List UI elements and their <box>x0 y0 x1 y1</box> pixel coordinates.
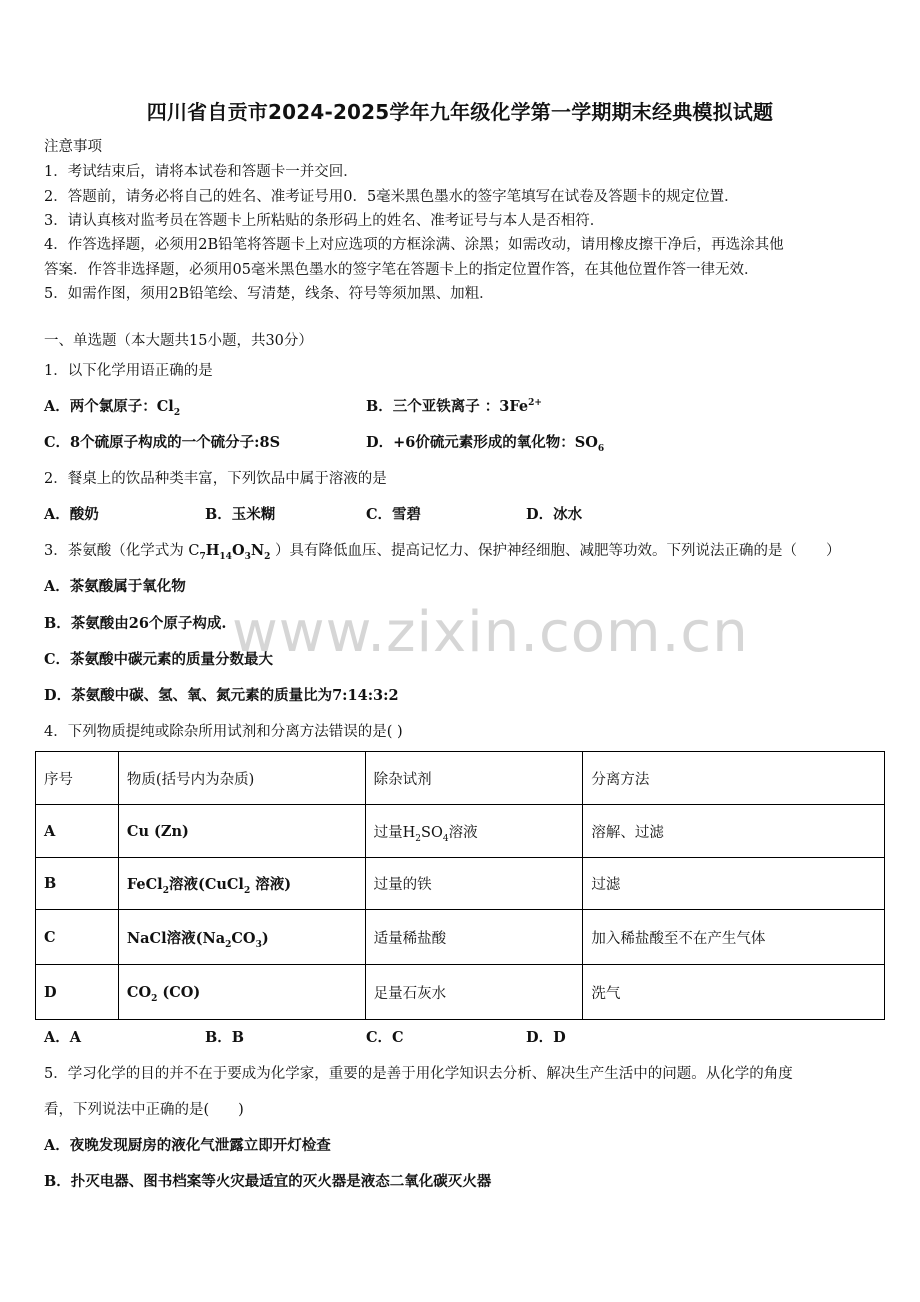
notice-item-5: 5．如需作图，须用2B铅笔绘、写清楚，线条、符号等须加黑、加粗． <box>44 286 494 302</box>
row-substance: NaCl溶液$(Na_2CO_3)$ <box>118 910 365 965</box>
row-method: 溶解、过滤 <box>583 805 885 858</box>
header-cell: 物质(括号内为杂质) <box>118 752 365 805</box>
row-substance: Cu (Zn) <box>118 805 365 858</box>
header-cell: 分离方法 <box>583 752 885 805</box>
row-id: D <box>36 965 119 1020</box>
q4-option-b: B．B <box>205 1029 245 1046</box>
row-reagent: 适量稀盐酸 <box>365 910 583 965</box>
row-id: C <box>36 910 119 965</box>
notice-item-4-cont: 答案．作答非选择题，必须用05毫米黑色墨水的签字笔在答题卡上的指定位置作答，在其他位置作答一律无效． <box>44 262 759 278</box>
q5-stem-line-2: 看，下列说法中正确的是( ) <box>44 1102 244 1118</box>
notice-item-4: 4．作答选择题，必须用2B铅笔将答题卡上对应选项的方框涂满、涂黑；如需改动，请用橡皮擦干净后，再选涂其他 <box>44 237 784 253</box>
q3-option-b: B．茶氨酸由26个原子构成. <box>44 615 227 632</box>
q1-option-a: A．两个氯原子：$Cl_2$ <box>44 398 181 418</box>
q1-stem: 1．以下化学用语正确的是 <box>44 363 213 379</box>
q2-option-b: B．玉米糊 <box>205 506 276 523</box>
row-reagent: 过量的铁 <box>365 858 583 910</box>
q1-option-b: B．三个亚铁离子 ：$3Fe^{2+}$ <box>366 398 542 415</box>
q3-option-a: A．茶氨酸属于氧化物 <box>44 578 186 595</box>
q4-table <box>35 751 885 1020</box>
table-row <box>36 805 885 858</box>
q4-option-c: C．C <box>366 1029 404 1046</box>
table-row <box>36 858 885 910</box>
row-method: 加入稀盐酸至不在产生气体 <box>583 910 885 965</box>
q2-option-c: C．雪碧 <box>366 506 422 523</box>
notice-item-2: 2．答题前，请务必将自己的姓名、准考证号用0．5毫米黑色墨水的签字笔填写在试卷及答题卡的规定位置． <box>44 189 739 205</box>
row-substance: FeCl$_2$溶液(CuCl$_2$ 溶液) <box>118 858 365 910</box>
notice-item-1: 1．考试结束后，请将本试卷和答题卡一并交回． <box>44 164 358 180</box>
q4-option-d: D．D <box>526 1029 566 1046</box>
q4-option-a: A．A <box>44 1029 82 1046</box>
row-id: A <box>36 805 119 858</box>
q2-option-a: A．酸奶 <box>44 506 99 523</box>
row-substance: $CO_2$ (CO) <box>118 965 365 1020</box>
q5-stem-line-1: 5．学习化学的目的并不在于要成为化学家，重要的是善于用化学知识去分析、解决生产生活中的问题。从化学的角度 <box>44 1066 793 1082</box>
row-method: 过滤 <box>583 858 885 910</box>
table-row <box>36 965 885 1020</box>
q4-stem: 4．下列物质提纯或除杂所用试剂和分离方法错误的是( ) <box>44 724 403 740</box>
q3-option-c: C．茶氨酸中碳元素的质量分数最大 <box>44 651 274 668</box>
notice-item-3: 3．请认真核对监考员在答题卡上所粘贴的条形码上的姓名、准考证号与本人是否相符． <box>44 213 605 229</box>
row-reagent: 足量石灰水 <box>365 965 583 1020</box>
q2-option-d: D．冰水 <box>526 506 583 523</box>
q3-option-d: D．茶氨酸中碳、氢、氧、氮元素的质量比为7:14:3:2 <box>44 687 399 704</box>
q3-stem: 3．茶氨酸（化学式为 $C_7H_{14}O_3N_2$ ）具有降低血压、提高记忆力、保护神经细胞、减肥等功效。下列说法正确的是（ ） <box>44 542 841 562</box>
q1-option-c: C．8个硫原子构成的一个硫分子:8S <box>44 434 281 451</box>
row-reagent: 过量$H_2SO_4$溶液 <box>365 805 583 858</box>
row-id: B <box>36 858 119 910</box>
watermark: www.zixin.com.cn <box>232 600 749 665</box>
q1-option-d: D．+6价硫元素形成的氧化物：$SO_6$ <box>366 434 605 454</box>
q5-option-b: B．扑灭电器、图书档案等火灾最适宜的灭火器是液态二氧化碳灭火器 <box>44 1173 492 1190</box>
row-method: 洗气 <box>583 965 885 1020</box>
table-header-row <box>36 752 885 805</box>
header-cell: 序号 <box>36 752 119 805</box>
page-title: 四川省自贡市2024-2025学年九年级化学第一学期期末经典模拟试题 <box>146 100 774 124</box>
section-heading: 一、单选题（本大题共15小题，共30分） <box>44 333 313 349</box>
q2-stem: 2．餐桌上的饮品种类丰富，下列饮品中属于溶液的是 <box>44 471 387 487</box>
q5-option-a: A．夜晚发现厨房的液化气泄露立即开灯检查 <box>44 1137 331 1154</box>
notice-heading: 注意事项 <box>44 139 102 155</box>
table-row <box>36 910 885 965</box>
header-cell: 除杂试剂 <box>365 752 583 805</box>
